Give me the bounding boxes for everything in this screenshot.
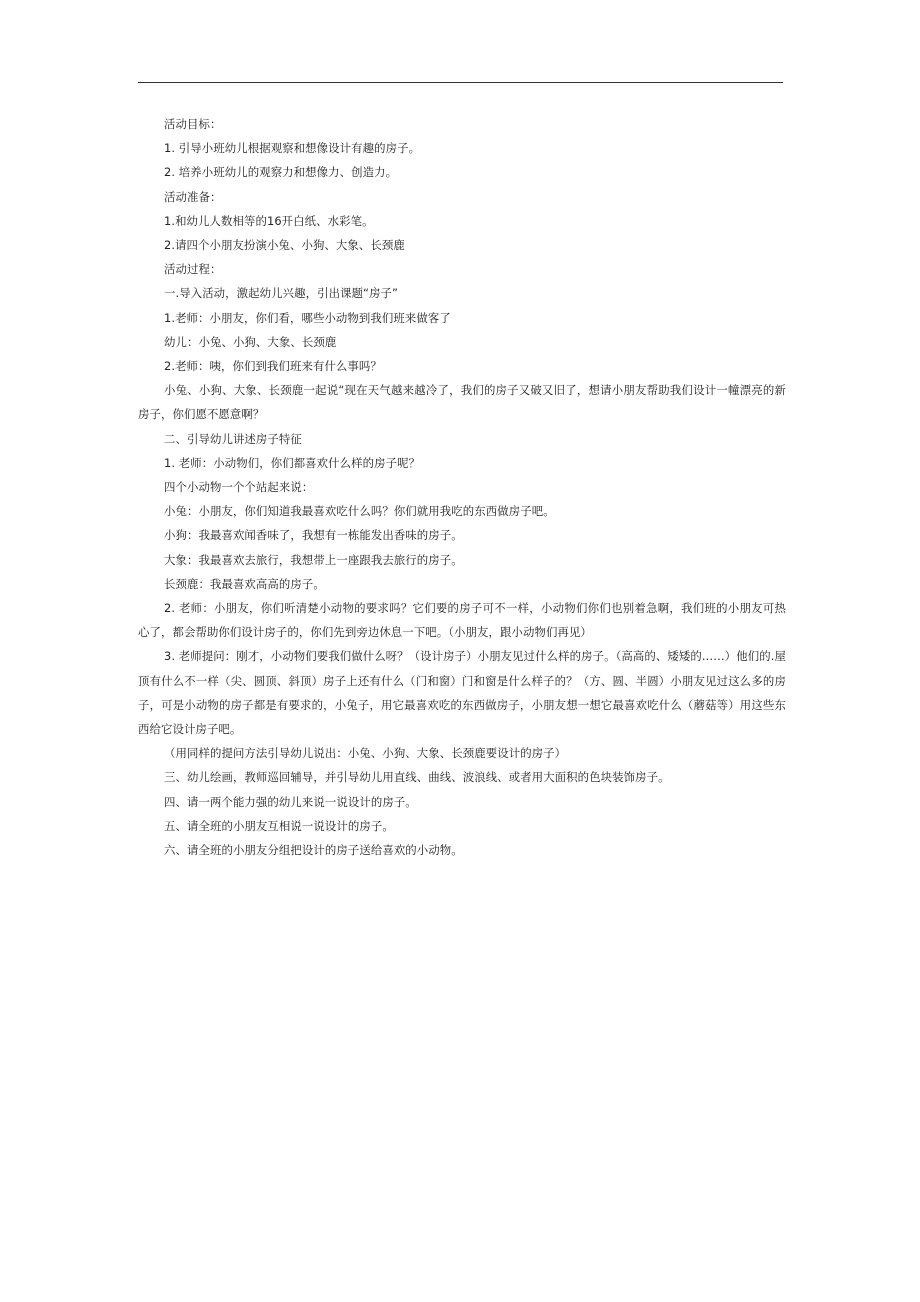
- teacher-line-2: 2.老师：咦，你们到我们班来有什么事吗？: [164, 359, 382, 374]
- heading-goals: 活动目标：: [164, 117, 222, 131]
- section-1-title: 一.导入活动，激起幼儿兴趣，引出课题“房子”: [164, 286, 399, 301]
- section-3-title: 三、幼儿绘画，教师巡回辅导，并引导幼儿用直线、曲线、波浪线、或者用大面积的色块装饰房子。: [164, 770, 670, 785]
- prep-item-2: 2.请四个小朋友扮演小兔、小狗、大象、长颈鹿: [164, 238, 405, 253]
- same-method-note: （用同样的提问方法引导幼儿说出：小兔、小狗、大象、长颈鹿要设计的房子）: [164, 746, 567, 761]
- document-body: [138, 112, 786, 862]
- giraffe-line: 长颈鹿：我最喜欢高高的房子。: [164, 576, 325, 591]
- goal-item-1: 1. 引导小班幼儿根据观察和想像设计有趣的房子。: [164, 141, 421, 156]
- teacher-question-1: 1. 老师：小动物们，你们都喜欢什么样的房子呢？: [164, 455, 421, 470]
- section-6-title: 六、请全班的小朋友分组把设计的房子送给喜欢的小动物。: [164, 843, 463, 858]
- section-4-title: 四、请一两个能力强的幼儿来说一说设计的房子。: [164, 794, 417, 809]
- section-5-title: 五、请全班的小朋友互相说一说设计的房子。: [164, 818, 394, 833]
- elephant-line: 大象：我最喜欢去旅行，我想带上一座跟我去旅行的房子。: [164, 552, 463, 567]
- rabbit-line: 小兔：小朋友，你们知道我最喜欢吃什么吗？你们就用我吃的东西做房子吧。: [164, 504, 555, 519]
- heading-preparation: 活动准备：: [164, 189, 222, 204]
- children-line-1: 幼儿：小兔、小狗、大象、长颈鹿: [164, 334, 337, 349]
- teacher-line-1: 1.老师：小朋友，你们看，哪些小动物到我们班来做客了: [164, 310, 451, 325]
- animals-speech: 小兔、小狗、大象、长颈鹿一起说“现在天气越来越冷了，我们的房子又破又旧了，想请小朋友帮助我们设计一幢漂亮的新房子，你们愿不愿意啊？: [138, 383, 786, 422]
- dog-line: 小狗：我最喜欢闻香味了，我想有一栋能发出香味的房子。: [164, 528, 463, 543]
- goal-item-2: 2. 培养小班幼儿的观察力和想像力、创造力。: [164, 165, 398, 180]
- heading-process: 活动过程：: [164, 262, 222, 277]
- teacher-paragraph-2: 2. 老师：小朋友，你们听清楚小动物的要求吗？它们要的房子可不一样，小动物们你们也别着急啊，我们班的小朋友可热心了，都会帮助你们设计房子的，你们先到旁边休息一下吧。（小朋友，跟小动物们再见）: [138, 601, 786, 640]
- section-2-title: 二、引导幼儿讲述房子特征: [164, 431, 302, 446]
- animals-stand-line: 四个小动物一个个站起来说：: [164, 480, 314, 495]
- teacher-paragraph-3: 3. 老师提问：刚才，小动物们要我们做什么呀？（设计房子）小朋友见过什么样的房子。（高高的、矮矮的……）他们的.屋顶有什么不一样（尖、圆顶、斜顶）房子上还有什么（门和窗）门和窗是什么样子的？（方、圆、半圆）小朋友见过这么多的房子，可是小动物的房子都是有要求的，小兔子，用它最喜欢吃的东西做房子，小朋友想一想它最喜欢吃什么（蘑菇等）用这些东西给它设计房子吧。: [138, 649, 786, 737]
- header-rule: [138, 82, 783, 83]
- prep-item-1: 1.和幼儿人数相等的16开白纸、水彩笔。: [164, 213, 374, 228]
